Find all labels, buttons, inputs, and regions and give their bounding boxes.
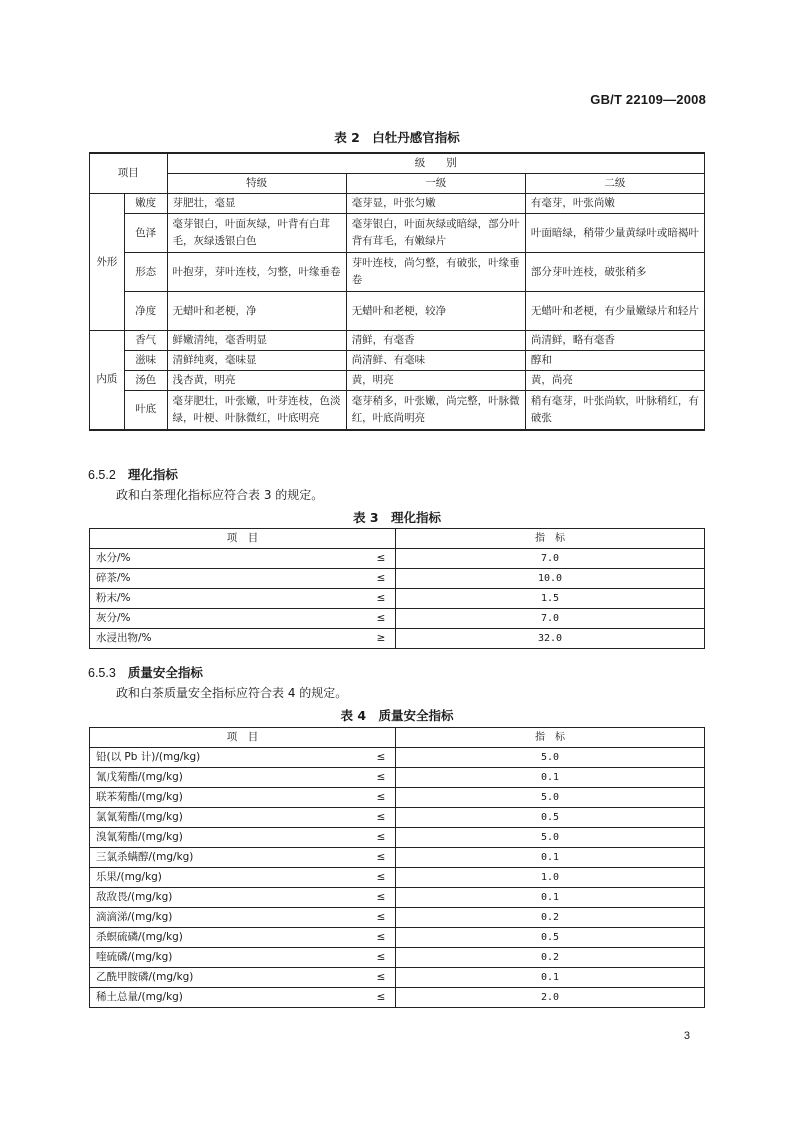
row-value: 0.2 [396, 908, 705, 928]
row-value: 0.1 [396, 848, 705, 868]
row-name: 杀螟硫磷/(mg/kg) [90, 928, 368, 948]
row-value: 5.0 [396, 828, 705, 848]
table-cell: 毫芽显，叶张匀嫩 [346, 194, 525, 214]
table-row [90, 988, 705, 1008]
attr-aroma: 香气 [124, 331, 167, 351]
table-cell: 黄，尚亮 [525, 371, 704, 391]
table-cell: 毫芽银白，叶面灰绿或暗绿，部分叶背有茸毛，有嫩绿片 [346, 214, 525, 253]
table-cell: 毫芽稍多，叶张嫩，尚完整，叶脉微红，叶底尚明亮 [346, 391, 525, 430]
row-relation: ≤ [367, 928, 396, 948]
table2-caption: 表 2 白牡丹感官指标 [334, 130, 460, 145]
table-row [90, 629, 705, 649]
table3-caption: 表 3 理化指标 [352, 510, 442, 525]
row-value: 0.1 [396, 968, 705, 988]
table-cell: 清鲜纯爽，毫味显 [167, 351, 346, 371]
row-value: 10.0 [396, 569, 705, 589]
table3-item-header: 项 目 [90, 529, 396, 549]
row-name: 乙酰甲胺磷/(mg/kg) [90, 968, 368, 988]
table-cell: 部分芽叶连枝，破张稍多 [525, 253, 704, 292]
row-relation: ≤ [367, 788, 396, 808]
table-row [90, 808, 705, 828]
table-row [90, 768, 705, 788]
row-name: 水分/% [90, 549, 368, 569]
row-value: 7.0 [396, 609, 705, 629]
table-row [90, 748, 705, 768]
row-name: 碎茶/% [90, 569, 368, 589]
grade-header-second: 二级 [525, 174, 704, 194]
section-6-5-3-heading [88, 663, 203, 681]
row-relation: ≤ [367, 988, 396, 1008]
row-value: 7.0 [396, 549, 705, 569]
row-value: 0.5 [396, 808, 705, 828]
row-value: 0.1 [396, 888, 705, 908]
section-number: 6.5.3 [88, 666, 116, 680]
grade-header-special: 特级 [167, 174, 346, 194]
table-row [90, 868, 705, 888]
row-relation: ≤ [367, 888, 396, 908]
row-name: 联苯菊酯/(mg/kg) [90, 788, 368, 808]
quality-safety-table [89, 727, 705, 1008]
table-row [90, 908, 705, 928]
table-cell: 芽叶连枝，尚匀整，有破张，叶缘垂卷 [346, 253, 525, 292]
section-6-5-3-text: 政和白茶质量安全指标应符合表 4 的规定。 [116, 686, 348, 700]
attr-color: 色泽 [124, 214, 167, 253]
table-row [90, 609, 705, 629]
table-cell: 醇和 [525, 351, 704, 371]
row-name: 乐果/(mg/kg) [90, 868, 368, 888]
table-row [90, 788, 705, 808]
table-cell: 无蜡叶和老梗，较净 [346, 292, 525, 331]
table4-value-header: 指 标 [396, 728, 705, 748]
row-relation: ≤ [367, 828, 396, 848]
row-value: 0.5 [396, 928, 705, 948]
table-cell: 鲜嫩清纯，毫香明显 [167, 331, 346, 351]
row-value: 0.2 [396, 948, 705, 968]
table-cell: 毫芽银白，叶面灰绿，叶背有白茸毛，灰绿透银白色 [167, 214, 346, 253]
row-relation: ≤ [367, 868, 396, 888]
row-relation: ≤ [367, 748, 396, 768]
attr-clarity: 净度 [124, 292, 167, 331]
row-relation: ≤ [367, 569, 396, 589]
grade-header-first: 一级 [346, 174, 525, 194]
table-cell: 尚清鲜、有毫味 [346, 351, 525, 371]
row-relation: ≤ [367, 908, 396, 928]
table-cell: 清鲜，有毫香 [346, 331, 525, 351]
table4-caption: 表 4 质量安全指标 [340, 708, 454, 723]
table-row [90, 569, 705, 589]
row-relation: ≤ [367, 808, 396, 828]
table-cell: 无蜡叶和老梗，净 [167, 292, 346, 331]
standard-code: GB/T 22109—2008 [590, 92, 706, 107]
table-cell: 浅杏黄，明亮 [167, 371, 346, 391]
page-number: 3 [683, 1030, 690, 1042]
table-cell: 无蜡叶和老梗，有少量嫩绿片和轻片 [525, 292, 704, 331]
attr-taste: 滋味 [124, 351, 167, 371]
attr-infused-leaf: 叶底 [124, 391, 167, 430]
attr-shape: 形态 [124, 253, 167, 292]
category-appearance: 外形 [90, 194, 125, 331]
row-value: 0.1 [396, 768, 705, 788]
row-name: 敌敌畏/(mg/kg) [90, 888, 368, 908]
row-name: 氯氰菊酯/(mg/kg) [90, 808, 368, 828]
row-value: 5.0 [396, 748, 705, 768]
row-relation: ≤ [367, 968, 396, 988]
row-relation: ≤ [367, 848, 396, 868]
table-cell: 芽肥壮，毫显 [167, 194, 346, 214]
row-relation: ≤ [367, 609, 396, 629]
row-name: 喹硫磷/(mg/kg) [90, 948, 368, 968]
table-cell: 尚清鲜，略有毫香 [525, 331, 704, 351]
table-cell: 黄，明亮 [346, 371, 525, 391]
table4-item-header: 项 目 [90, 728, 396, 748]
table-row [90, 888, 705, 908]
row-relation: ≤ [367, 768, 396, 788]
section-title: 质量安全指标 [127, 665, 203, 680]
attr-liquor-color: 汤色 [124, 371, 167, 391]
table-row [90, 848, 705, 868]
section-title: 理化指标 [127, 467, 178, 482]
section-6-5-2-heading [88, 465, 178, 483]
row-name: 稀土总量/(mg/kg) [90, 988, 368, 1008]
row-value: 32.0 [396, 629, 705, 649]
row-name: 溴氰菊酯/(mg/kg) [90, 828, 368, 848]
table-row [90, 968, 705, 988]
row-name: 水浸出物/% [90, 629, 368, 649]
section-number: 6.5.2 [88, 468, 116, 482]
row-name: 铅(以 Pb 计)/(mg/kg) [90, 748, 368, 768]
table-row [90, 928, 705, 948]
category-inner-quality: 内质 [90, 331, 125, 430]
table-row [90, 549, 705, 569]
table2-grade-header: 级 别 [167, 153, 704, 174]
row-name: 氰戊菊酯/(mg/kg) [90, 768, 368, 788]
table-cell: 叶抱芽，芽叶连枝，匀整，叶缘垂卷 [167, 253, 346, 292]
table-cell: 毫芽肥壮，叶张嫩，叶芽连枝，色淡绿，叶梗、叶脉微红，叶底明亮 [167, 391, 346, 430]
row-relation: ≥ [367, 629, 396, 649]
row-value: 1.0 [396, 868, 705, 888]
attr-tenderness: 嫩度 [124, 194, 167, 214]
row-relation: ≤ [367, 549, 396, 569]
table-cell: 叶面暗绿，稍带少量黄绿叶或暗褐叶 [525, 214, 704, 253]
row-name: 滴滴涕/(mg/kg) [90, 908, 368, 928]
row-name: 灰分/% [90, 609, 368, 629]
sensory-table [89, 152, 705, 431]
table3-value-header: 指 标 [396, 529, 705, 549]
row-name: 三氯杀螨醇/(mg/kg) [90, 848, 368, 868]
table-row [90, 948, 705, 968]
row-value: 2.0 [396, 988, 705, 1008]
table-row [90, 828, 705, 848]
row-relation: ≤ [367, 589, 396, 609]
table-row [90, 589, 705, 609]
section-6-5-2-text: 政和白茶理化指标应符合表 3 的规定。 [116, 488, 324, 502]
row-relation: ≤ [367, 948, 396, 968]
row-name: 粉末/% [90, 589, 368, 609]
physicochemical-table [89, 528, 705, 649]
table-cell: 有毫芽，叶张尚嫩 [525, 194, 704, 214]
row-value: 5.0 [396, 788, 705, 808]
row-value: 1.5 [396, 589, 705, 609]
table-cell: 稍有毫芽，叶张尚软，叶脉稍红，有破张 [525, 391, 704, 430]
table2-item-header: 项目 [90, 153, 168, 194]
